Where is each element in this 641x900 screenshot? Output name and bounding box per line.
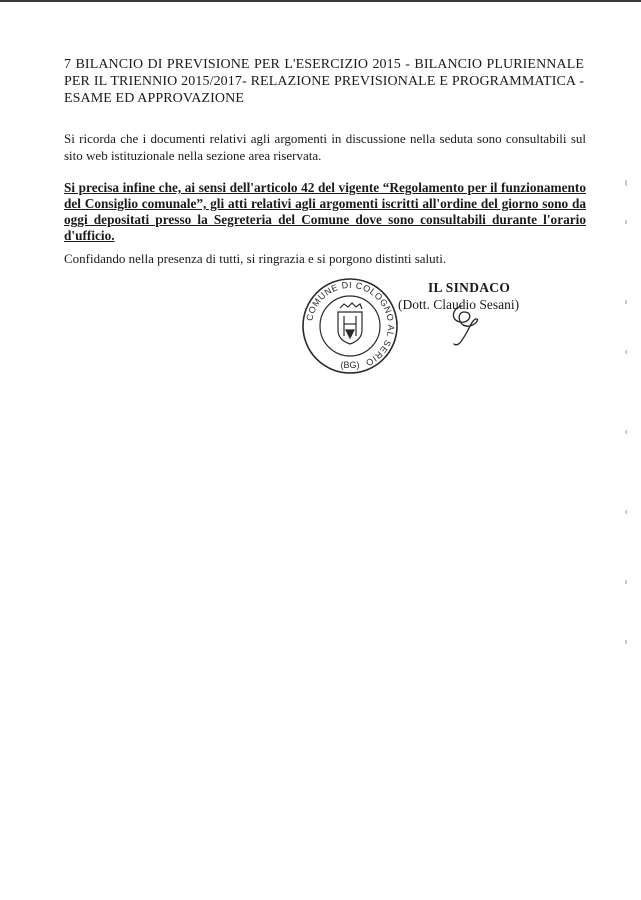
deposit-notice-paragraph: Si precisa infine che, ai sensi dell'articolo 42 del vigente “Regolamento per il funzionamento del Consiglio comunale”, gli atti relativi agli argomenti iscritti all'ordine del giorno sono da oggi depositati presso la Segreteria del Comune dove sono consultabili durante l'orario d'ufficio. <box>64 180 586 243</box>
scan-edge-marks <box>620 180 640 700</box>
mayor-name: (Dott. Claudio Sesani) <box>398 297 520 312</box>
reminder-paragraph: Si ricorda che i documenti relativi agli argomenti in discussione nella seduta sono consultabili sul sito web istituzionale nella sezione area riservata. <box>64 131 586 163</box>
agenda-item-heading: 7 BILANCIO DI PREVISIONE PER L'ESERCIZIO 2015 - BILANCIO PLURIENNALE PER IL TRIENNIO 2015/2017- RELAZIONE PREVISIONALE E PROGRAMMATICA - ESAME ED APPROVAZIONE <box>64 57 584 106</box>
crest-icon <box>338 303 362 344</box>
handwritten-signature <box>440 300 500 350</box>
seal-text: COMUNE DI COLOGNO AL SERIO <box>304 279 397 369</box>
mayor-title: IL SINDACO <box>428 280 511 295</box>
top-border-line <box>0 0 641 2</box>
seal-province: (BG) <box>340 360 360 370</box>
municipal-seal-stamp <box>300 276 400 376</box>
closing-greeting: Confidando nella presenza di tutti, si ringrazia e si porgono distinti saluti. <box>64 251 447 266</box>
